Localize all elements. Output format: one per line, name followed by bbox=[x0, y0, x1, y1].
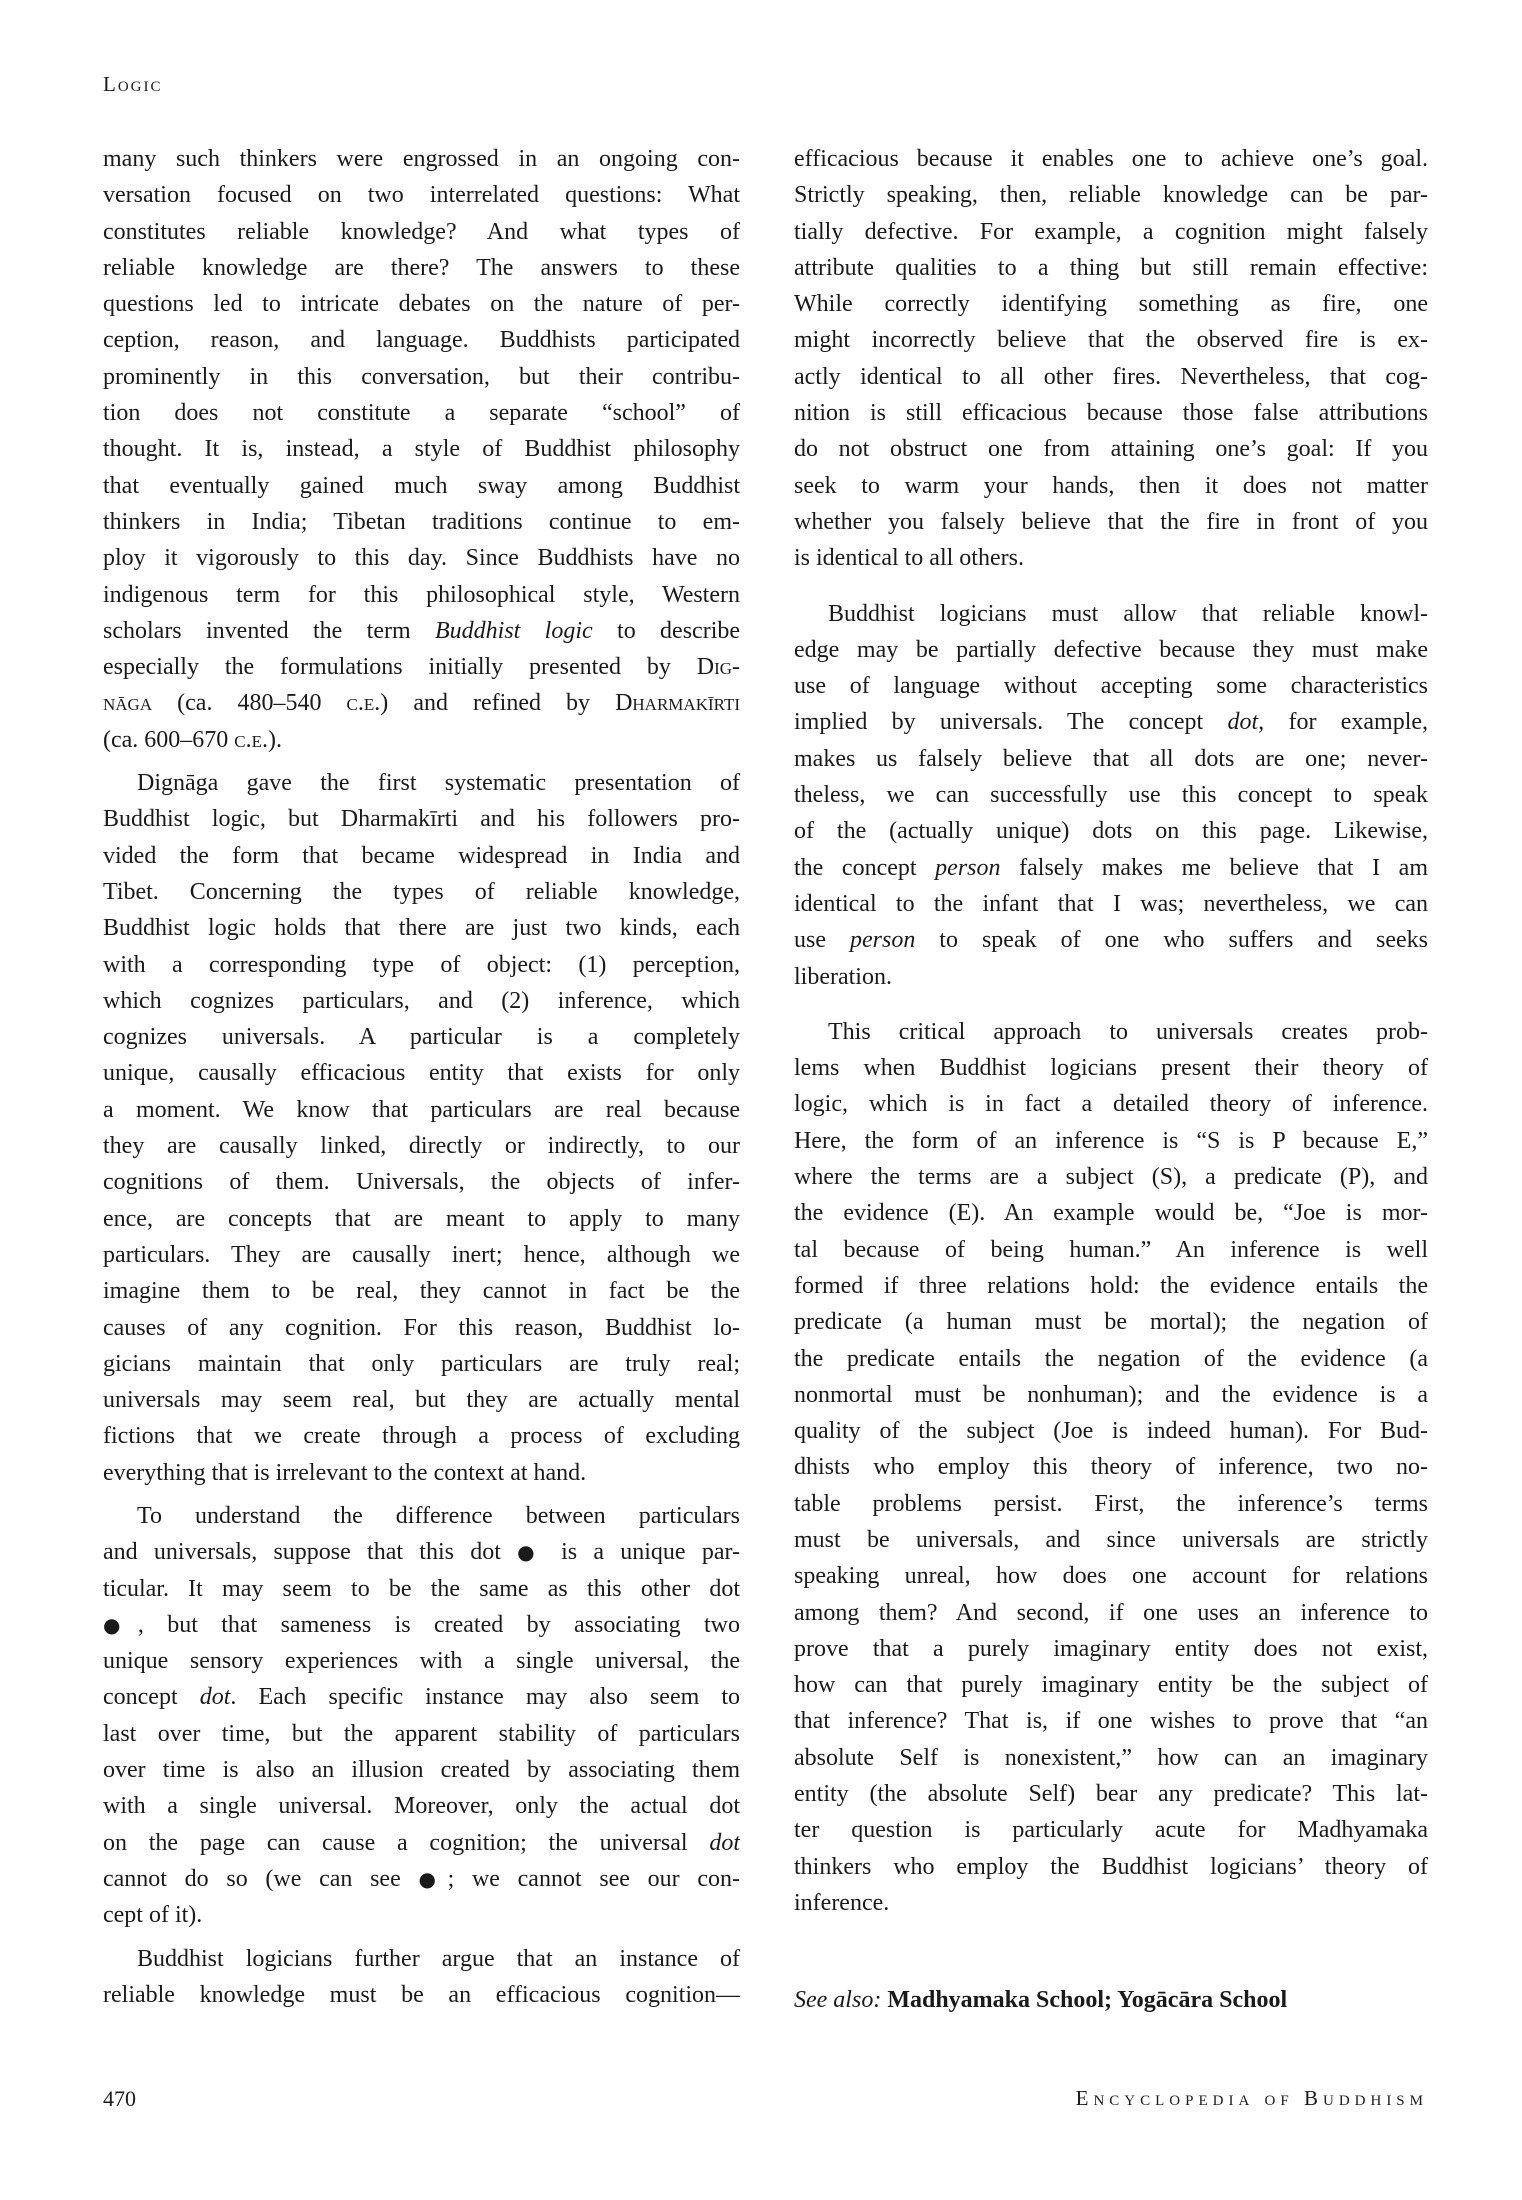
text-segment: cannot do so (we can see bbox=[103, 1865, 419, 1892]
text-segment: use bbox=[794, 927, 850, 954]
text-line: questions led to intricate debates on the nature of per- bbox=[103, 291, 740, 318]
text-line: edge may be partially defective because they must make bbox=[794, 636, 1428, 663]
text-segment: is a unique par- bbox=[544, 1539, 740, 1566]
text-line: predicate (a human must be mortal); the negation of bbox=[794, 1309, 1428, 1336]
text-line: unique sensory experiences with a single universal, the bbox=[103, 1648, 740, 1675]
text-segment: , but that sameness is created by associating two bbox=[137, 1611, 740, 1638]
text-line: logic, which is in fact a detailed theory of inference. bbox=[794, 1091, 1428, 1118]
text-line: which cognizes particulars, and (2) inference, which bbox=[103, 987, 740, 1014]
text-line: theless, we can successfully use this concept to speak bbox=[794, 782, 1428, 809]
text-line bbox=[103, 649, 740, 685]
text-line: they are causally linked, directly or indirectly, to our bbox=[103, 1133, 740, 1160]
text-line: Strictly speaking, then, reliable knowledge can be par- bbox=[794, 182, 1428, 209]
see-also bbox=[794, 1982, 1287, 2018]
text-segment: especially the formulations initially presented by bbox=[103, 654, 697, 681]
text-line: vided the form that became widespread in India and bbox=[103, 842, 740, 869]
dot-icon: ● bbox=[103, 1612, 138, 1637]
text-line: cept of it). bbox=[103, 1902, 203, 1929]
text-line: versation focused on two interrelated questions: What bbox=[103, 182, 740, 209]
paragraph bbox=[794, 141, 1428, 577]
see-also-references[interactable]: Madhyamaka School; Yogācāra School bbox=[887, 1987, 1288, 2013]
text-line: that eventually gained much sway among Buddhist bbox=[103, 472, 740, 499]
text-segment: falsely makes me believe that I am bbox=[1000, 854, 1428, 881]
italic-term: person bbox=[849, 927, 916, 954]
text-line: ticular. It may seem to be the same as this other dot bbox=[103, 1575, 740, 1602]
text-segment: (ca. 600–670 bbox=[103, 726, 235, 753]
text-line: ploy it vigorously to this day. Since Buddhists have no bbox=[103, 545, 740, 572]
italic-term: dot bbox=[199, 1684, 231, 1711]
text-line: prove that a purely imaginary entity does not exist, bbox=[794, 1635, 1428, 1662]
italic-term: Buddhist logic bbox=[435, 617, 593, 644]
paragraph bbox=[103, 1498, 740, 1934]
paragraph bbox=[794, 596, 1428, 995]
text-line: thinkers who employ the Buddhist logicians’ theory of bbox=[794, 1853, 1428, 1880]
small-caps-term: Dharmakīrti bbox=[615, 690, 740, 717]
text-segment: for example, bbox=[1264, 709, 1428, 736]
text-line: Buddhist logic, but Dharmakīrti and his followers pro- bbox=[103, 806, 740, 833]
paragraph bbox=[794, 1014, 1428, 1921]
text-segment: to speak of one who suffers and seeks bbox=[915, 927, 1428, 954]
text-line: actly identical to all other fires. Nevertheless, that cog- bbox=[794, 363, 1428, 390]
text-segment: to describe bbox=[592, 617, 740, 644]
text-segment: . Each specific instance may also seem to bbox=[230, 1684, 740, 1711]
text-line: fictions that we create through a process of excluding bbox=[103, 1423, 740, 1450]
text-line: quality of the subject (Joe is indeed human). For Bud- bbox=[794, 1418, 1428, 1445]
text-segment: ; we cannot see our con- bbox=[447, 1865, 740, 1892]
text-line: lems when Buddhist logicians present their theory of bbox=[794, 1055, 1428, 1082]
text-line: indigenous term for this philosophical style, Western bbox=[103, 581, 740, 608]
left-column bbox=[103, 141, 740, 2013]
text-segment: on the page can cause a cognition; the universal bbox=[103, 1829, 710, 1856]
small-caps-term: c.e. bbox=[346, 690, 381, 717]
italic-term: dot, bbox=[1227, 709, 1265, 736]
right-column bbox=[794, 141, 1428, 1921]
text-line: reliable knowledge must be an efficacious cognition— bbox=[103, 1981, 740, 2008]
text-line: with a single universal. Moreover, only the actual dot bbox=[103, 1793, 740, 1820]
text-line: do not obstruct one from attaining one’s goal: If you bbox=[794, 436, 1428, 463]
text-segment: scholars invented the term bbox=[103, 617, 435, 644]
text-line: efficacious because it enables one to achieve one’s goal. bbox=[794, 146, 1428, 172]
text-segment: implied by universals. The concept bbox=[794, 709, 1228, 736]
text-line: While correctly identifying something as fire, one bbox=[794, 291, 1428, 318]
text-segment: ). bbox=[268, 726, 283, 753]
text-segment: the concept bbox=[794, 854, 936, 881]
text-line bbox=[103, 1861, 740, 1897]
text-line: universals may seem real, but they are actually mental bbox=[103, 1387, 740, 1414]
text-line: causes of any cognition. For this reason, Buddhist lo- bbox=[103, 1314, 740, 1341]
text-line: whether you falsely believe that the fire in front of you bbox=[794, 508, 1428, 535]
text-line: thought. It is, instead, a style of Buddhist philosophy bbox=[103, 436, 740, 463]
text-line bbox=[103, 1534, 740, 1570]
text-line: table problems persist. First, the inference’s terms bbox=[794, 1490, 1428, 1517]
text-line: everything that is irrelevant to the context at hand. bbox=[103, 1459, 587, 1486]
text-line: attribute qualities to a thing but still remain effective: bbox=[794, 254, 1428, 281]
text-line: Dignāga gave the first systematic presentation of bbox=[137, 770, 740, 797]
text-line: speaking unreal, how does one account for relations bbox=[794, 1563, 1428, 1590]
text-line: seek to warm your hands, then it does not matter bbox=[794, 472, 1428, 499]
text-line: among them? And second, if one uses an inference to bbox=[794, 1599, 1428, 1626]
text-line: unique, causally efficacious entity that exists for only bbox=[103, 1060, 740, 1087]
text-line: gicians maintain that only particulars are truly real; bbox=[103, 1350, 740, 1377]
text-line: ception, reason, and language. Buddhists participated bbox=[103, 327, 740, 354]
text-line: many such thinkers were engrossed in an ongoing con- bbox=[103, 146, 740, 172]
small-caps-term: nāga bbox=[103, 690, 153, 717]
text-line bbox=[103, 685, 740, 721]
text-line: formed if three relations hold: the evidence entails the bbox=[794, 1272, 1428, 1299]
text-line: ence, are concepts that are meant to apply to many bbox=[103, 1205, 740, 1232]
text-line: of the (actually unique) dots on this page. Likewise, bbox=[794, 818, 1428, 845]
text-line: that inference? That is, if one wishes to prove that “an bbox=[794, 1708, 1428, 1735]
text-line: last over time, but the apparent stability of particulars bbox=[103, 1720, 740, 1747]
text-line: tially defective. For example, a cognition might falsely bbox=[794, 218, 1428, 245]
dot-icon: ● bbox=[517, 1540, 545, 1565]
paragraph bbox=[103, 141, 740, 758]
text-segment: (ca. 480–540 bbox=[152, 690, 347, 717]
text-line: use of language without accepting some characteristics bbox=[794, 673, 1428, 700]
text-line bbox=[794, 704, 1428, 740]
text-line: prominently in this conversation, but their contribu- bbox=[103, 363, 740, 390]
text-line: makes us falsely believe that all dots are one; never- bbox=[794, 745, 1428, 772]
text-line bbox=[103, 1825, 740, 1861]
text-line bbox=[103, 1607, 740, 1643]
text-line: the predicate entails the negation of the evidence (a bbox=[794, 1345, 1428, 1372]
text-line: identical to the infant that I was; nevertheless, we can bbox=[794, 890, 1428, 917]
italic-term: person bbox=[935, 854, 1001, 881]
text-line bbox=[103, 722, 740, 758]
text-line: liberation. bbox=[794, 963, 892, 990]
text-line: might incorrectly believe that the observed fire is ex- bbox=[794, 327, 1428, 354]
running-head: Logic bbox=[103, 72, 163, 96]
text-line: nition is still efficacious because those false attributions bbox=[794, 400, 1428, 427]
text-line: entity (the absolute Self) bear any predicate? This lat- bbox=[794, 1781, 1428, 1808]
small-caps-term: Dig- bbox=[696, 654, 740, 681]
text-line bbox=[794, 922, 1428, 958]
text-line: a moment. We know that particulars are real because bbox=[103, 1096, 740, 1123]
text-line: particulars. They are causally inert; hence, although we bbox=[103, 1241, 740, 1268]
text-line: imagine them to be real, they cannot in fact be the bbox=[103, 1278, 740, 1305]
text-line: Buddhist logicians must allow that reliable knowl- bbox=[828, 600, 1428, 627]
text-line bbox=[794, 850, 1428, 886]
text-line: Buddhist logicians further argue that an instance of bbox=[137, 1945, 740, 1972]
text-line bbox=[103, 1679, 740, 1715]
page-number: 470 bbox=[103, 2086, 136, 2111]
text-line: with a corresponding type of object: (1) perception, bbox=[103, 951, 740, 978]
text-line: ter question is particularly acute for Madhyamaka bbox=[794, 1817, 1428, 1844]
text-line: over time is also an illusion created by associating them bbox=[103, 1757, 740, 1784]
paragraph bbox=[103, 1941, 740, 2014]
text-segment: ) and refined by bbox=[380, 690, 616, 717]
text-line: constitutes reliable knowledge? And what types of bbox=[103, 218, 740, 245]
text-line: dhists who employ this theory of inference, two no- bbox=[794, 1454, 1428, 1481]
text-line: Tibet. Concerning the types of reliable knowledge, bbox=[103, 878, 740, 905]
text-line: how can that purely imaginary entity be the subject of bbox=[794, 1672, 1428, 1699]
text-line: inference. bbox=[794, 1889, 890, 1916]
text-segment: and universals, suppose that this dot bbox=[103, 1539, 518, 1566]
dot-icon: ● bbox=[418, 1866, 448, 1891]
text-line: the evidence (E). An example would be, “Joe is mor- bbox=[794, 1200, 1428, 1227]
text-line: cognitions of them. Universals, the objects of infer- bbox=[103, 1169, 740, 1196]
see-also-label: See also: bbox=[794, 1987, 882, 2013]
text-line: must be universals, and since universals are strictly bbox=[794, 1526, 1428, 1553]
italic-term: dot bbox=[709, 1829, 740, 1856]
text-line: Buddhist logic holds that there are just two kinds, each bbox=[103, 915, 740, 942]
text-line: reliable knowledge are there? The answers to these bbox=[103, 254, 740, 281]
text-segment: concept bbox=[103, 1684, 200, 1711]
text-line bbox=[103, 613, 740, 649]
text-line: thinkers in India; Tibetan traditions continue to em- bbox=[103, 508, 740, 535]
text-line: cognizes universals. A particular is a completely bbox=[103, 1024, 740, 1051]
text-line: tal because of being human.” An inference is well bbox=[794, 1236, 1428, 1263]
small-caps-term: c.e. bbox=[234, 726, 269, 753]
text-line: tion does not constitute a separate “school” of bbox=[103, 400, 740, 427]
text-line: nonmortal must be nonhuman); and the evidence is a bbox=[794, 1381, 1428, 1408]
text-line: where the terms are a subject (S), a predicate (P), and bbox=[794, 1164, 1428, 1191]
paragraph bbox=[103, 765, 740, 1491]
text-line: Here, the form of an inference is “S is P because E,” bbox=[794, 1127, 1428, 1154]
text-line: To understand the difference between particulars bbox=[137, 1502, 740, 1529]
text-line: absolute Self is nonexistent,” how can an imaginary bbox=[794, 1744, 1428, 1771]
book-title: Encyclopedia of Buddhism bbox=[1075, 2086, 1428, 2110]
text-line: is identical to all others. bbox=[794, 545, 1024, 572]
text-line: This critical approach to universals creates prob- bbox=[828, 1018, 1428, 1045]
